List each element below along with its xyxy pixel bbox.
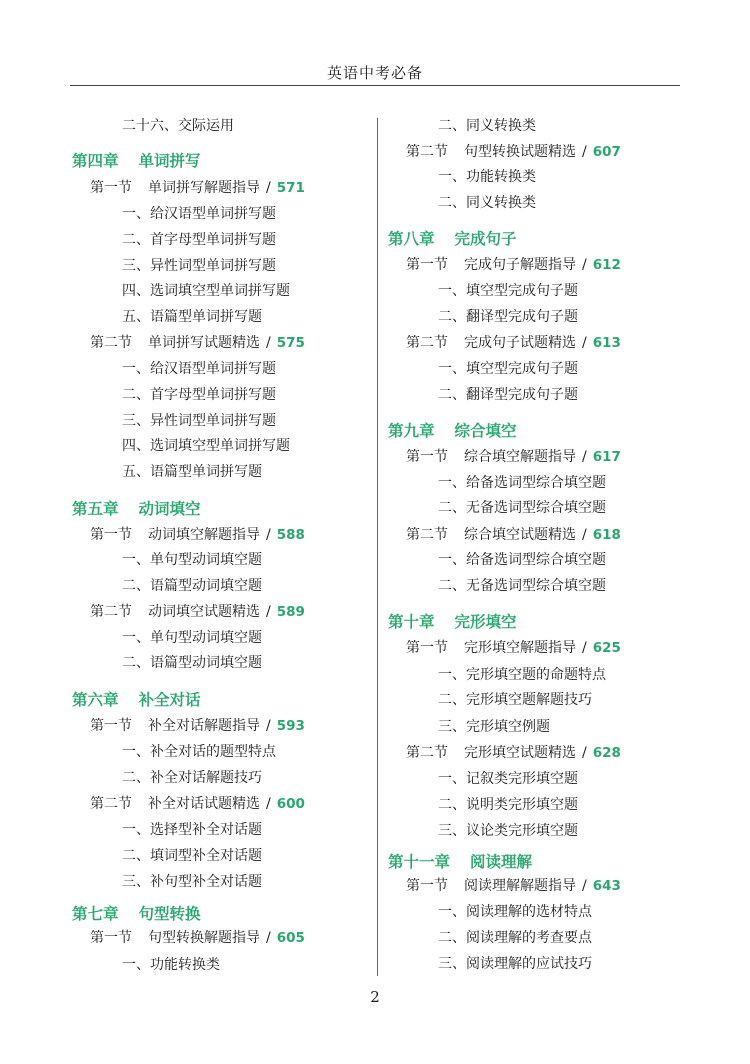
slash-separator: / (266, 604, 271, 620)
toc-subitem: 二、补全对话解题技巧 (122, 770, 262, 786)
toc-chapter-heading (388, 851, 532, 873)
chapter-title: 单词拼写 (138, 152, 201, 170)
toc-subitem: 二十六、交际运用 (122, 118, 234, 134)
toc-subitem: 一、给汉语型单词拼写题 (122, 361, 276, 377)
column-divider (377, 118, 378, 976)
slash-separator: / (266, 796, 271, 812)
toc-chapter-heading (72, 689, 201, 711)
slash-separator: / (266, 527, 271, 543)
section-number: 第二节 (406, 745, 448, 761)
section-title: 综合填空试题精选 (464, 527, 576, 543)
toc-subitem: 二、无备选词型综合填空题 (438, 500, 606, 516)
toc-subitem: 二、同义转换类 (438, 118, 536, 134)
chapter-title: 阅读理解 (470, 853, 533, 871)
toc-section-entry (72, 716, 305, 736)
section-number: 第一节 (406, 640, 448, 656)
toc-section-entry (388, 638, 621, 658)
toc-section-entry (388, 255, 621, 275)
section-number: 第二节 (406, 527, 448, 543)
section-title: 单词拼写解题指导 (148, 180, 260, 196)
chapter-number: 第八章 (388, 230, 435, 248)
section-title: 补全对话解题指导 (148, 718, 260, 734)
slash-separator: / (582, 449, 587, 465)
chapter-title: 综合填空 (454, 422, 517, 440)
section-number: 第一节 (406, 257, 448, 273)
toc-section-entry (388, 743, 621, 763)
toc-subitem: 二、首字母型单词拼写题 (122, 232, 276, 248)
toc-chapter-heading (72, 498, 201, 520)
toc-chapter-heading (72, 903, 201, 925)
chapter-title: 句型转换 (138, 905, 201, 923)
section-title: 句型转换试题精选 (464, 144, 576, 160)
toc-subitem: 一、单句型动词填空题 (122, 630, 262, 646)
section-page-number: 575 (276, 335, 305, 351)
chapter-number: 第四章 (72, 152, 119, 170)
section-number: 第二节 (90, 796, 132, 812)
toc-subitem: 五、语篇型单词拼写题 (122, 464, 262, 480)
toc-subitem: 一、给备选词型综合填空题 (438, 552, 606, 568)
toc-section-entry (388, 333, 621, 353)
slash-separator: / (266, 930, 271, 946)
section-title: 句型转换解题指导 (148, 930, 260, 946)
toc-subitem: 一、选择型补全对话题 (122, 822, 262, 838)
section-page-number: 613 (592, 335, 621, 351)
page-number: 2 (370, 988, 380, 1006)
toc-section-entry (388, 142, 621, 162)
section-title: 完形填空试题精选 (464, 745, 576, 761)
toc-subitem: 二、语篇型动词填空题 (122, 578, 262, 594)
chapter-title: 补全对话 (138, 691, 201, 709)
toc-section-entry (72, 928, 305, 948)
section-title: 单词拼写试题精选 (148, 335, 260, 351)
toc-subitem: 二、翻译型完成句子题 (438, 387, 578, 403)
toc-subitem: 一、阅读理解的选材特点 (438, 904, 592, 920)
section-number: 第一节 (406, 449, 448, 465)
toc-section-entry (72, 525, 305, 545)
toc-subitem: 三、完形填空例题 (438, 719, 550, 735)
section-title: 完成句子试题精选 (464, 335, 576, 351)
section-page-number: 643 (592, 878, 621, 894)
slash-separator: / (266, 335, 271, 351)
toc-subitem: 二、无备选词型综合填空题 (438, 578, 606, 594)
section-page-number: 593 (276, 718, 305, 734)
toc-subitem: 四、选词填空型单词拼写题 (122, 283, 290, 299)
toc-subitem: 二、翻译型完成句子题 (438, 309, 578, 325)
chapter-number: 第十章 (388, 613, 435, 631)
section-number: 第二节 (406, 335, 448, 351)
toc-subitem: 三、异性词型单词拼写题 (122, 258, 276, 274)
toc-section-entry (388, 525, 621, 545)
section-number: 第一节 (90, 930, 132, 946)
header-rule (70, 85, 680, 86)
toc-chapter-heading (388, 228, 517, 250)
section-page-number: 588 (276, 527, 305, 543)
slash-separator: / (266, 718, 271, 734)
slash-separator: / (582, 878, 587, 894)
toc-subitem: 二、填词型补全对话题 (122, 848, 262, 864)
toc-subitem: 一、记叙类完形填空题 (438, 771, 578, 787)
section-page-number: 612 (592, 257, 621, 273)
section-number: 第一节 (90, 180, 132, 196)
section-page-number: 605 (276, 930, 305, 946)
section-title: 综合填空解题指导 (464, 449, 576, 465)
section-number: 第一节 (90, 718, 132, 734)
section-page-number: 607 (592, 144, 621, 160)
chapter-number: 第七章 (72, 905, 119, 923)
running-header-title: 英语中考必备 (326, 64, 423, 82)
toc-subitem: 三、阅读理解的应试技巧 (438, 956, 592, 972)
section-page-number: 628 (592, 745, 621, 761)
toc-subitem: 二、语篇型动词填空题 (122, 655, 262, 671)
slash-separator: / (582, 527, 587, 543)
section-page-number: 589 (276, 604, 305, 620)
section-title: 完成句子解题指导 (464, 257, 576, 273)
toc-chapter-heading (388, 611, 517, 633)
slash-separator: / (582, 640, 587, 656)
toc-section-entry (72, 333, 305, 353)
toc-section-entry (72, 602, 305, 622)
chapter-number: 第十一章 (388, 853, 451, 871)
section-number: 第二节 (406, 144, 448, 160)
section-page-number: 600 (276, 796, 305, 812)
toc-subitem: 四、选词填空型单词拼写题 (122, 438, 290, 454)
toc-subitem: 一、功能转换类 (122, 957, 220, 973)
toc-subitem: 一、给汉语型单词拼写题 (122, 206, 276, 222)
toc-subitem: 三、补句型补全对话题 (122, 874, 262, 890)
toc-subitem: 二、阅读理解的考查要点 (438, 930, 592, 946)
slash-separator: / (582, 745, 587, 761)
section-number: 第二节 (90, 335, 132, 351)
slash-separator: / (582, 144, 587, 160)
toc-subitem: 三、异性词型单词拼写题 (122, 413, 276, 429)
toc-subitem: 一、填空型完成句子题 (438, 283, 578, 299)
section-title: 完形填空解题指导 (464, 640, 576, 656)
toc-subitem: 二、首字母型单词拼写题 (122, 387, 276, 403)
toc-section-entry (72, 794, 305, 814)
toc-subitem: 三、议论类完形填空题 (438, 823, 578, 839)
section-page-number: 618 (592, 527, 621, 543)
section-title: 补全对话试题精选 (148, 796, 260, 812)
chapter-title: 动词填空 (138, 500, 201, 518)
toc-chapter-heading (388, 420, 517, 442)
slash-separator: / (266, 180, 271, 196)
section-number: 第一节 (406, 878, 448, 894)
slash-separator: / (582, 257, 587, 273)
toc-subitem: 一、单句型动词填空题 (122, 552, 262, 568)
toc-subitem: 二、完形填空题解题技巧 (438, 692, 592, 708)
chapter-number: 第六章 (72, 691, 119, 709)
chapter-number: 第九章 (388, 422, 435, 440)
toc-subitem: 二、同义转换类 (438, 195, 536, 211)
chapter-title: 完形填空 (454, 613, 517, 631)
section-title: 阅读理解解题指导 (464, 878, 576, 894)
section-page-number: 617 (592, 449, 621, 465)
chapter-title: 完成句子 (454, 230, 517, 248)
section-number: 第一节 (90, 527, 132, 543)
toc-subitem: 一、功能转换类 (438, 169, 536, 185)
section-title: 动词填空试题精选 (148, 604, 260, 620)
toc-section-entry (72, 178, 305, 198)
toc-chapter-heading (72, 150, 201, 172)
toc-subitem: 一、给备选词型综合填空题 (438, 475, 606, 491)
chapter-number: 第五章 (72, 500, 119, 518)
toc-section-entry (388, 876, 621, 896)
toc-subitem: 五、语篇型单词拼写题 (122, 309, 262, 325)
section-number: 第二节 (90, 604, 132, 620)
toc-section-entry (388, 447, 621, 467)
toc-subitem: 二、说明类完形填空题 (438, 797, 578, 813)
toc-subitem: 一、补全对话的题型特点 (122, 744, 276, 760)
toc-subitem: 一、完形填空题的命题特点 (438, 667, 606, 683)
toc-subitem: 一、填空型完成句子题 (438, 361, 578, 377)
section-title: 动词填空解题指导 (148, 527, 260, 543)
slash-separator: / (582, 335, 587, 351)
section-page-number: 571 (276, 180, 305, 196)
section-page-number: 625 (592, 640, 621, 656)
